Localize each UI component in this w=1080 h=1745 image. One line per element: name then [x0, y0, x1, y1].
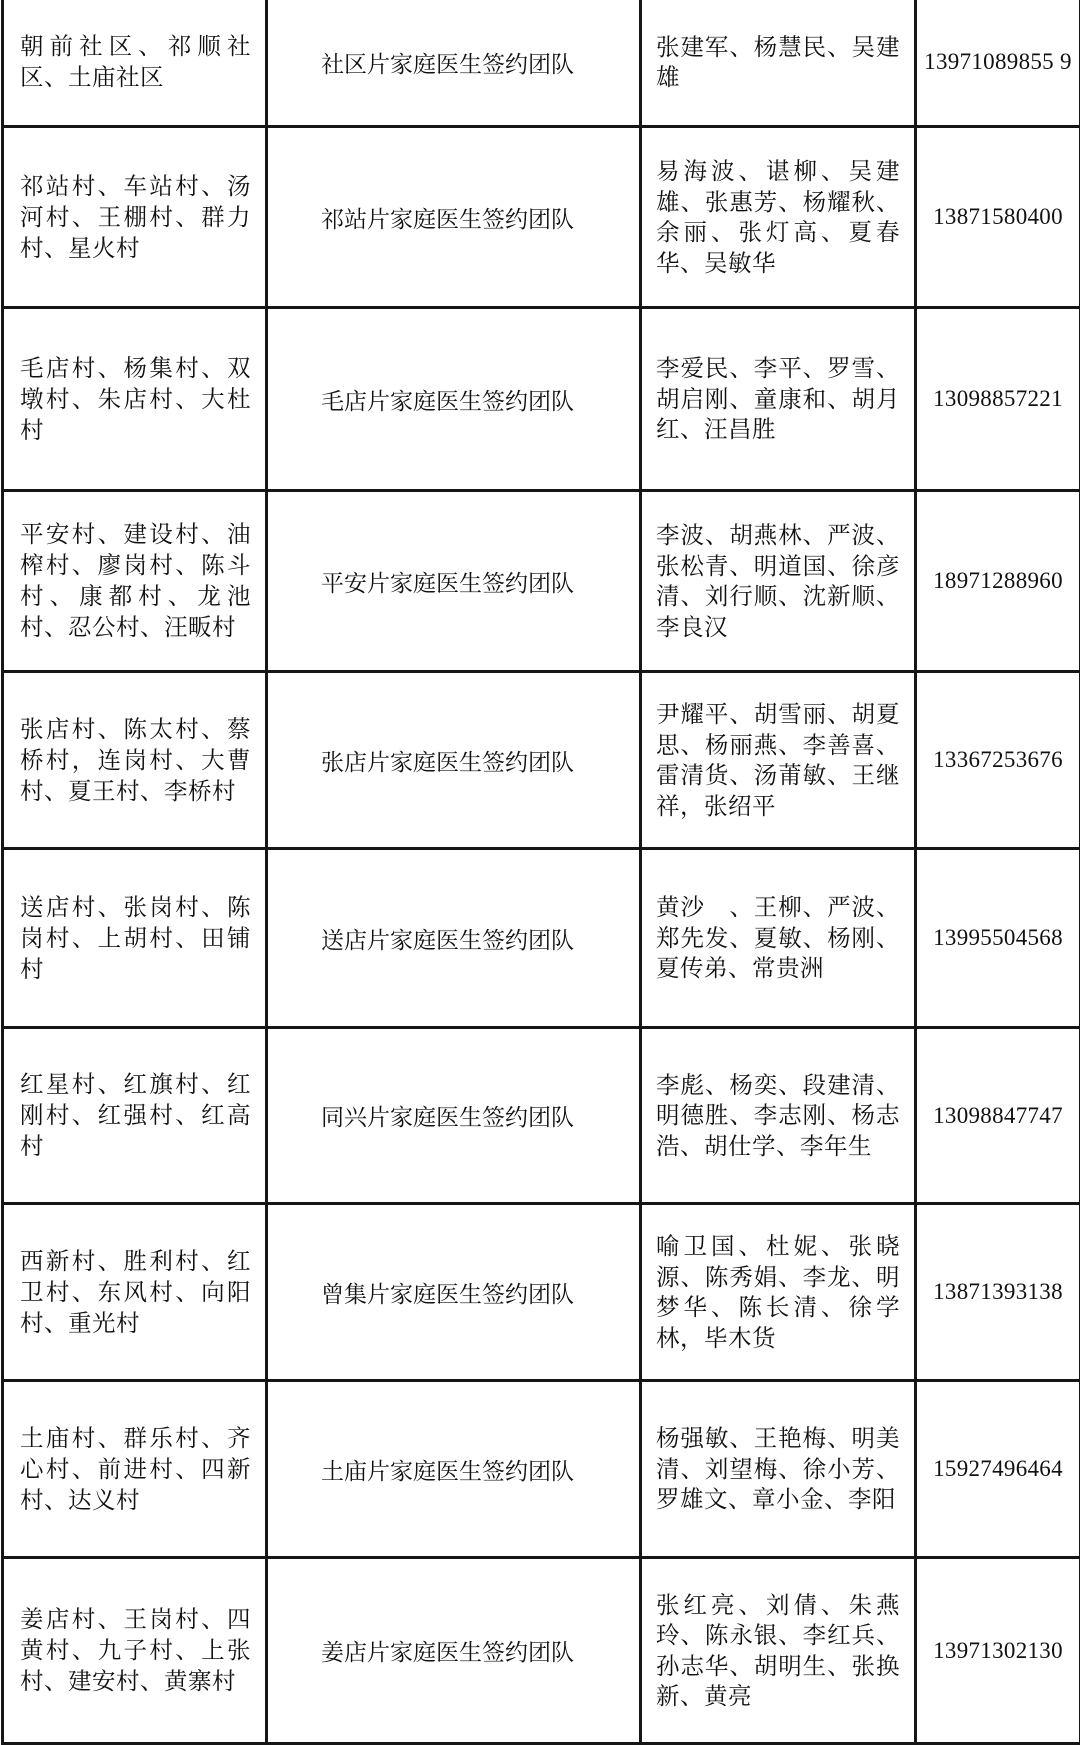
team-members-text: 李爱民、李平、罗雪、胡启刚、童康和、胡月红、汪昌胜: [656, 354, 900, 443]
service-area-text: 送店村、张岗村、陈岗村、上胡村、田铺村: [20, 893, 251, 983]
team-members-text: 杨强敏、王艳梅、明美清、刘望梅、徐小芳、罗雄文、章小金、李阳: [656, 1424, 900, 1513]
team-members-text: 李波、胡燕林、严波、张松青、明道国、徐彦清、刘行顺、沈新顺、李良汉: [656, 521, 900, 641]
service-area-text: 西新村、胜利村、红卫村、东风村、向阳村、重光村: [20, 1247, 251, 1337]
team-name-text: 毛店片家庭医生签约团队: [321, 389, 574, 415]
table-row: [3, 127, 1080, 308]
service-area-cell: [3, 0, 267, 127]
team-members-cell: [641, 1558, 916, 1744]
service-area-cell: [3, 1558, 267, 1744]
service-area-cell: [3, 1381, 267, 1558]
service-area-cell: [3, 491, 267, 672]
service-area-text: 祁站村、车站村、汤河村、王棚村、群力村、星火村: [20, 172, 251, 262]
service-area-text: 朝前社区、祁顺社区、土庙社区: [20, 32, 251, 91]
phone-cell: [916, 1381, 1080, 1558]
team-name-text: 社区片家庭医生签约团队: [321, 52, 574, 78]
phone-cell: [916, 672, 1080, 849]
team-name-cell: [267, 0, 641, 127]
team-name-cell: [267, 1028, 641, 1204]
team-members-cell: [641, 0, 916, 127]
team-members-cell: [641, 1204, 916, 1381]
table-row: [3, 1381, 1080, 1558]
team-members-text: 张红亮、刘倩、朱燕玲、陈永银、李红兵、孙志华、胡明生、张换新、黄亮: [656, 1591, 900, 1711]
team-name-text: 平安片家庭医生签约团队: [321, 571, 574, 597]
team-members-cell: [641, 308, 916, 491]
table-row: [3, 1558, 1080, 1744]
team-name-cell: [267, 849, 641, 1028]
service-area-text: 毛店村、杨集村、双墩村、朱店村、大杜村: [20, 354, 251, 444]
service-area-text: 张店村、陈太村、蔡桥村，连岗村、大曹村、夏王村、李桥村: [20, 715, 251, 805]
team-name-cell: [267, 308, 641, 491]
team-name-cell: [267, 1558, 641, 1744]
phone-number-text: 13871393138: [933, 1279, 1063, 1304]
phone-cell: [916, 127, 1080, 308]
service-area-text: 姜店村、王岗村、四黄村、九子村、上张村、建安村、黄寨村: [20, 1605, 251, 1695]
team-members-text: 易海波、谌柳、吴建雄、张惠芳、杨耀秋、余丽、张灯高、夏春华、吴敏华: [656, 157, 900, 277]
team-name-cell: [267, 491, 641, 672]
phone-cell: [916, 1028, 1080, 1204]
team-name-text: 送店片家庭医生签约团队: [321, 928, 574, 954]
team-members-text: 尹耀平、胡雪丽、胡夏思、杨丽燕、李善喜、雷清货、汤莆敏、王继祥，张绍平: [656, 700, 900, 820]
table-row: [3, 491, 1080, 672]
team-name-text: 土庙片家庭医生签约团队: [321, 1459, 574, 1485]
team-name-text: 同兴片家庭医生签约团队: [321, 1105, 574, 1131]
service-area-cell: [3, 1204, 267, 1381]
team-name-cell: [267, 1204, 641, 1381]
family-doctor-team-table: [1, 0, 1080, 1745]
team-members-text: 喻卫国、杜妮、张晓源、陈秀娟、李龙、明梦华、陈长清、徐学林，毕木货: [656, 1232, 900, 1352]
phone-number-text: 13367253676: [933, 747, 1063, 772]
phone-number-text: 18971288960: [933, 568, 1063, 593]
table-row: [3, 308, 1080, 491]
table-row: [3, 0, 1080, 127]
team-members-cell: [641, 1028, 916, 1204]
team-members-cell: [641, 672, 916, 849]
phone-cell: [916, 1558, 1080, 1744]
phone-cell: [916, 308, 1080, 491]
team-members-cell: [641, 127, 916, 308]
service-area-text: 土庙村、群乐村、齐心村、前进村、四新村、达义村: [20, 1424, 251, 1514]
phone-cell: [916, 0, 1080, 127]
team-name-text: 姜店片家庭医生签约团队: [321, 1640, 574, 1666]
team-members-text: 张建军、杨慧民、吴建雄: [656, 33, 900, 92]
phone-cell: [916, 1204, 1080, 1381]
team-name-cell: [267, 127, 641, 308]
table-row: [3, 672, 1080, 849]
phone-cell: [916, 849, 1080, 1028]
table-row: [3, 1204, 1080, 1381]
service-area-cell: [3, 672, 267, 849]
team-name-cell: [267, 1381, 641, 1558]
phone-cell: [916, 491, 1080, 672]
team-name-cell: [267, 672, 641, 849]
team-name-text: 祁站片家庭医生签约团队: [321, 207, 574, 233]
team-name-text: 张店片家庭医生签约团队: [321, 750, 574, 776]
phone-number-text: 15927496464: [933, 1456, 1063, 1481]
team-members-cell: [641, 849, 916, 1028]
team-name-text: 曾集片家庭医生签约团队: [321, 1282, 574, 1308]
service-area-cell: [3, 308, 267, 491]
phone-number-text: 13871580400: [933, 204, 1063, 229]
phone-number-text: 13971302130: [933, 1638, 1063, 1663]
phone-number-text: 13995504568: [933, 925, 1063, 950]
table-body: [3, 0, 1080, 1744]
phone-number-text: 13971089855 9: [924, 49, 1072, 74]
service-area-text: 平安村、建设村、油榨村、廖岗村、陈斗村、康都村、龙池村、忍公村、汪畈村: [20, 520, 251, 641]
service-area-cell: [3, 849, 267, 1028]
team-members-cell: [641, 491, 916, 672]
service-area-cell: [3, 1028, 267, 1204]
team-members-cell: [641, 1381, 916, 1558]
phone-number-text: 13098847747: [933, 1103, 1063, 1128]
family-doctor-team-table-container: [1, 0, 1079, 1745]
table-row: [3, 1028, 1080, 1204]
phone-number-text: 13098857221: [933, 386, 1063, 411]
team-members-text: 李彪、杨奕、段建清、明德胜、李志刚、杨志浩、胡仕学、李年生: [656, 1071, 900, 1160]
service-area-text: 红星村、红旗村、红刚村、红强村、红高村: [20, 1070, 251, 1160]
service-area-cell: [3, 127, 267, 308]
table-row: [3, 849, 1080, 1028]
team-members-text: 黄沙 、王柳、严波、郑先发、夏敏、杨刚、夏传弟、常贵洲: [656, 893, 900, 982]
